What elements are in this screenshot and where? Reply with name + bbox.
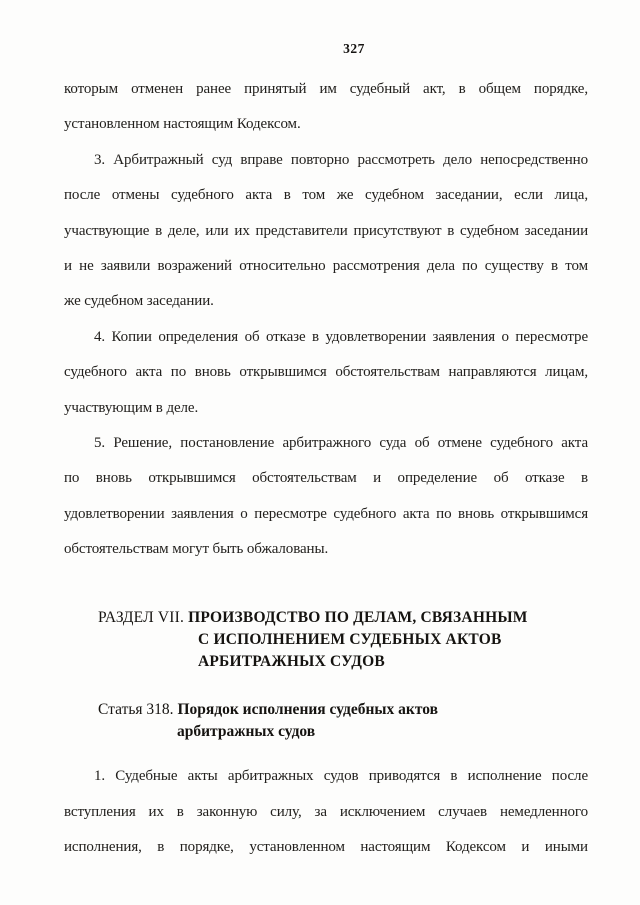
body-text-top [64,72,588,567]
text-line: удовлетворении заявления о пересмотре судебного акта по вновь открывшимся [64,505,588,522]
text-line: обстоятельствам могут быть обжалованы. [64,541,329,558]
section-title-line-2: С ИСПОЛНЕНИЕМ СУДЕБНЫХ АКТОВ [198,631,502,649]
text-line: по вновь открывшимся обстоятельствам и определение об отказе в [64,470,588,487]
body-text-bottom [64,759,588,865]
article-title-line-2: арбитражных судов [177,723,316,741]
text-line: участвующие в деле, или их представители присутствуют в судебном заседании [64,222,588,239]
paragraph [64,143,588,320]
text-line: после отмены судебного акта в том же судебном заседании, если лица, [64,187,588,204]
text-line: 4. Копии определения об отказе в удовлетворении заявления о пересмотре [94,328,588,345]
text-line: исполнения, в порядке, установленном настоящим Кодексом и иными [64,839,588,856]
page-number: 327 [343,41,365,56]
paragraph [64,320,588,426]
text-line: 1. Судебные акты арбитражных судов приводятся в исполнение после [94,768,588,785]
text-line: судебного акта по вновь открывшимся обстоятельствам направляются лицам, [64,364,588,381]
text-line: и не заявили возражений относительно рассмотрения дела по существу в том [64,257,588,274]
article-label: Статья 318. [98,701,174,719]
section-heading [98,607,578,673]
paragraph [64,72,588,143]
section-title-line-1: ПРОИЗВОДСТВО ПО ДЕЛАМ, СВЯЗАННЫМ [188,609,528,627]
text-line: же судебном заседании. [64,293,214,310]
section-label: РАЗДЕЛ VII. [98,609,185,627]
article-heading [98,699,578,743]
paragraph [64,426,588,568]
paragraph [64,759,588,865]
article-title-line-1: Порядок исполнения судебных актов [177,701,438,719]
text-line: установленном настоящим Кодексом. [64,116,301,133]
text-line: вступления их в законную силу, за исключением случаев немедленного [64,803,588,820]
section-heading-line-1 [98,607,578,629]
text-line: участвующим в деле. [64,399,199,416]
text-line: 3. Арбитражный суд вправе повторно рассмотреть дело непосредственно [94,151,588,168]
section-title-line-3: АРБИТРАЖНЫХ СУДОВ [198,653,385,671]
text-line: 5. Решение, постановление арбитражного суда об отмене судебного акта [94,434,588,451]
text-line: которым отменен ранее принятый им судебный акт, в общем порядке, [64,81,588,97]
article-heading-line-1 [98,699,578,721]
